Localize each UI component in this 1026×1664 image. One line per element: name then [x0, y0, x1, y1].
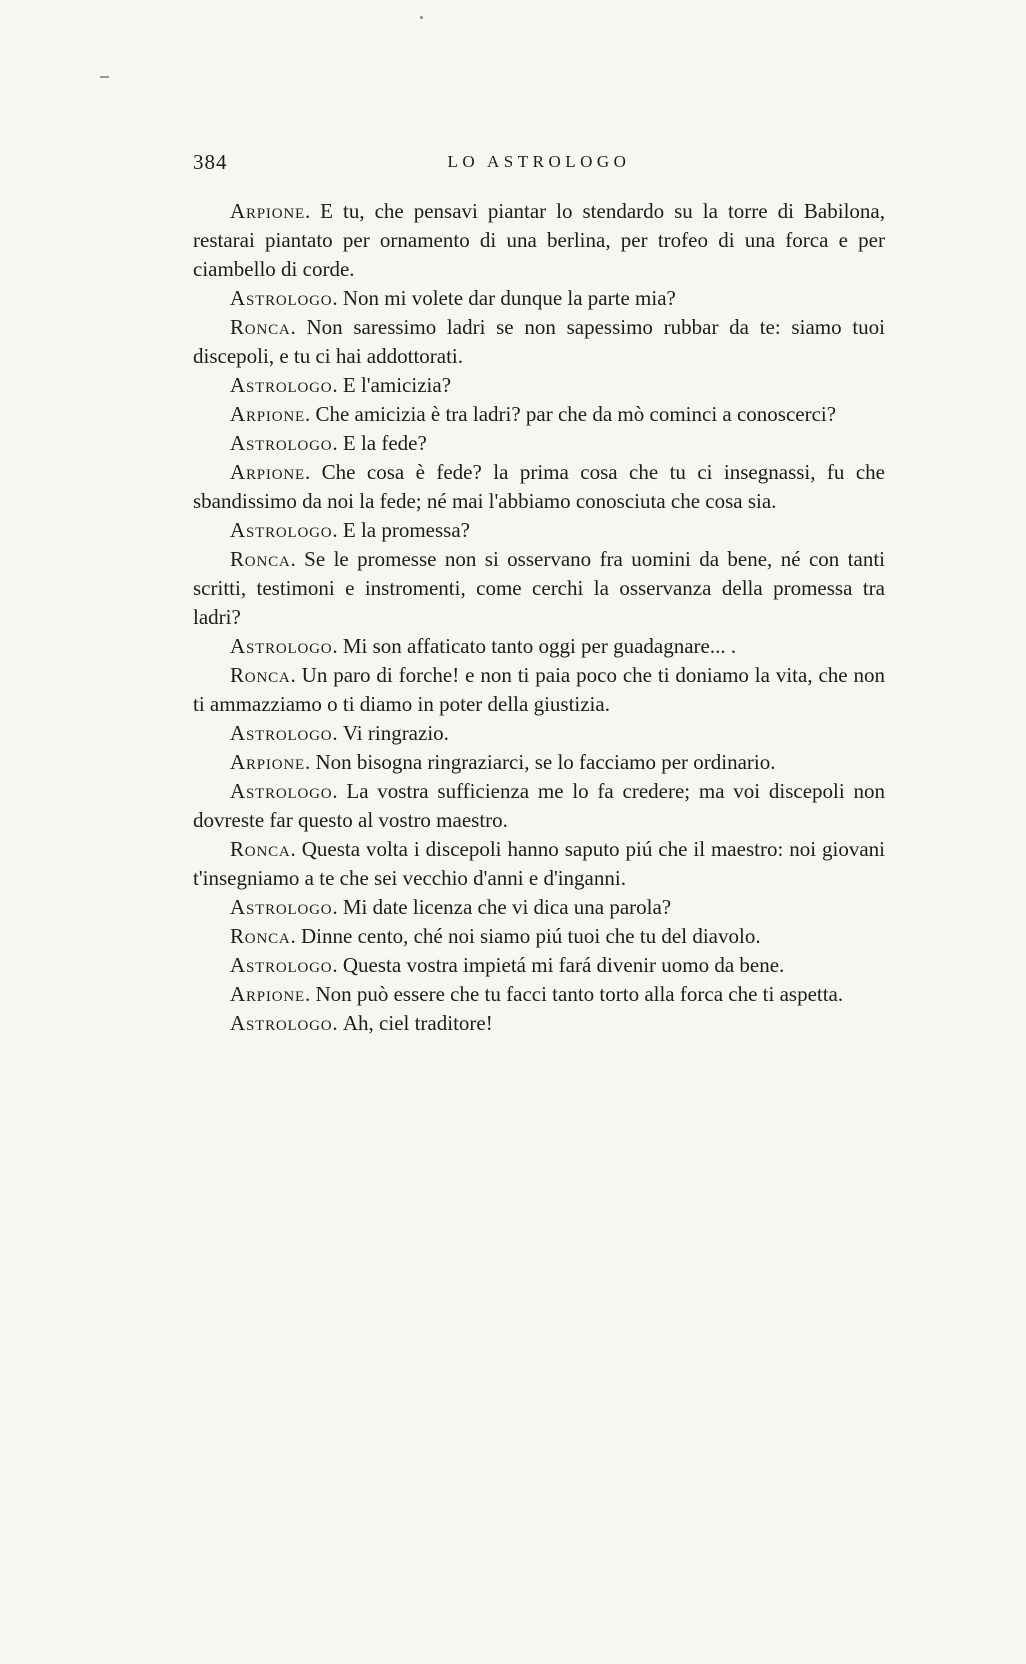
- dialogue-line: . Dinne cento, ché noi siamo piú tuoi che tu del diavolo.: [290, 924, 761, 948]
- dialogue-line: . Non saressimo ladri se non sapessimo rubbar da te: siamo tuoi discepoli, e tu ci hai addottorati.: [193, 315, 885, 368]
- running-title: LO ASTROLOGO: [447, 152, 631, 171]
- dialogue-paragraph: [193, 777, 885, 835]
- speaker-name: Astrologo: [230, 286, 333, 310]
- dialogue-paragraph: [193, 748, 885, 777]
- dialogue-line: . Mi son affaticato tanto oggi per guadagnare... .: [332, 634, 737, 658]
- speaker-name: Astrologo: [230, 779, 333, 803]
- speaker-name: Astrologo: [230, 431, 333, 455]
- dialogue-line: . E l'amicizia?: [332, 373, 452, 397]
- scan-artifact-dash: [100, 76, 109, 78]
- speaker-name: Ronca: [230, 663, 291, 687]
- speaker-name: Astrologo: [230, 518, 333, 542]
- dialogue-line: . Non mi volete dar dunque la parte mia?: [332, 286, 676, 310]
- page-number: 384: [193, 150, 228, 174]
- dialogue-paragraph: [193, 632, 885, 661]
- dialogue-paragraph: [193, 1009, 885, 1038]
- dialogue-line: . Ah, ciel traditore!: [332, 1011, 493, 1035]
- dialogue-line: . Che cosa è fede? la prima cosa che tu ci insegnassi, fu che sbandissimo da noi la fede; né mai l'abbiamo conosciuta che cosa sia.: [193, 460, 885, 513]
- dialogue-line: . La vostra sufficienza me lo fa credere; ma voi discepoli non dovreste far questo al vostro maestro.: [193, 779, 885, 832]
- dialogue-line: . Se le promesse non si osservano fra uomini da bene, né con tanti scritti, testimoni e instromenti, come cerchi la osservanza della promessa tra ladri?: [193, 547, 885, 629]
- dialogue-paragraph: [193, 922, 885, 951]
- speaker-name: Ronca: [230, 315, 291, 339]
- dialogue-paragraph: [193, 458, 885, 516]
- dialogue-paragraph: [193, 951, 885, 980]
- dialogue-paragraph: [193, 980, 885, 1009]
- speaker-name: Arpione: [230, 982, 305, 1006]
- speaker-name: Ronca: [230, 924, 291, 948]
- speaker-name: Arpione: [230, 460, 305, 484]
- speaker-name: Astrologo: [230, 373, 333, 397]
- speaker-name: Astrologo: [230, 634, 333, 658]
- speaker-name: Astrologo: [230, 953, 333, 977]
- dialogue-line: . E la fede?: [332, 431, 427, 455]
- dialogue-paragraph: [193, 400, 885, 429]
- speaker-name: Astrologo: [230, 895, 333, 919]
- dialogue-paragraph: [193, 893, 885, 922]
- speaker-name: Arpione: [230, 199, 305, 223]
- dialogue-paragraph: [193, 197, 885, 284]
- speaker-name: Arpione: [230, 402, 305, 426]
- dialogue-line: . Non bisogna ringraziarci, se lo facciamo per ordinario.: [304, 750, 776, 774]
- dialogue-paragraph: [193, 835, 885, 893]
- scan-artifact-dot: [420, 16, 423, 19]
- dialogue-paragraph: [193, 516, 885, 545]
- dialogue-line: . Mi date licenza che vi dica una parola?: [332, 895, 672, 919]
- dialogue-paragraph: [193, 313, 885, 371]
- dialogue-line: . Che amicizia è tra ladri? par che da mò cominci a conoscerci?: [304, 402, 837, 426]
- speaker-name: Astrologo: [230, 721, 333, 745]
- dialogue-text-block: [193, 197, 885, 1038]
- speaker-name: Astrologo: [230, 1011, 333, 1035]
- dialogue-paragraph: [193, 371, 885, 400]
- dialogue-line: . Un paro di forche! e non ti paia poco che ti doniamo la vita, che non ti ammazziamo o ti diamo in poter della giustizia.: [193, 663, 885, 716]
- dialogue-paragraph: [193, 429, 885, 458]
- dialogue-line: . E la promessa?: [332, 518, 470, 542]
- dialogue-line: . E tu, che pensavi piantar lo stendardo su la torre di Babilona, restarai piantato per ornamento di una berlina, per trofeo di una forca e per ciambello di corde.: [193, 199, 885, 281]
- speaker-name: Ronca: [230, 547, 291, 571]
- dialogue-paragraph: [193, 284, 885, 313]
- dialogue-line: . Non può essere che tu facci tanto torto alla forca che ti aspetta.: [304, 982, 844, 1006]
- page-header: [193, 148, 885, 178]
- dialogue-line: . Vi ringrazio.: [332, 721, 449, 745]
- speaker-name: Ronca: [230, 837, 291, 861]
- dialogue-paragraph: [193, 719, 885, 748]
- dialogue-line: . Questa volta i discepoli hanno saputo piú che il maestro: noi giovani t'insegniamo a te che sei vecchio d'anni e d'inganni.: [193, 837, 885, 890]
- speaker-name: Arpione: [230, 750, 305, 774]
- dialogue-line: . Questa vostra impietá mi fará divenir uomo da bene.: [332, 953, 785, 977]
- dialogue-paragraph: [193, 545, 885, 632]
- dialogue-paragraph: [193, 661, 885, 719]
